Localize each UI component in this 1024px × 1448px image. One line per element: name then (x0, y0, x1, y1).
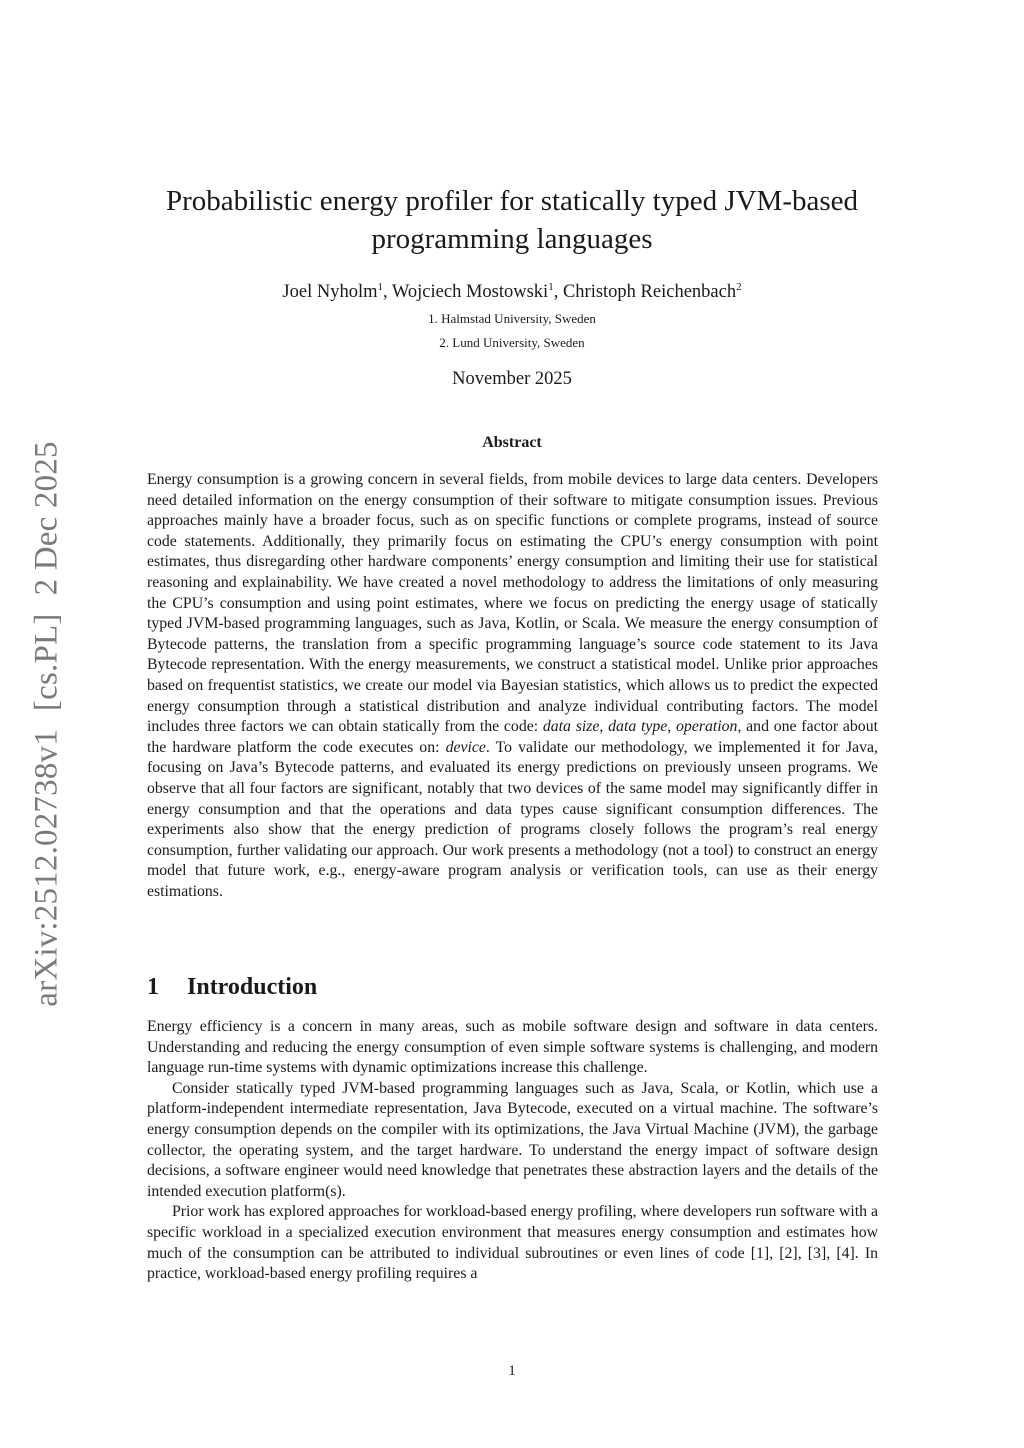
affiliation-1: 1. Halmstad University, Sweden (428, 311, 596, 326)
author-separator: , (553, 282, 563, 303)
factor-operation: operation (676, 718, 738, 736)
factor-data-type: data type (608, 718, 668, 736)
author-affiliation-mark: 1 (548, 281, 554, 293)
author-name: Christoph Reichenbach (562, 282, 737, 303)
abstract-separator: , (599, 718, 609, 736)
paper-title (140, 182, 884, 258)
affiliation-2: 2. Lund University, Sweden (439, 335, 585, 350)
abstract-text: Energy consumption is a growing concern in several fields, from mobile devices to large data centers. Developers need detailed information on the energy consumption of their software to mitigate consumption issues. Previous approaches mainly have a broader focus, such as on specific functions or complete programs, instead of source code statements. Additionally, they primarily focus on estimating the CPU’s energy consumption with point estimates, thus disregarding other hardware components’ energy consumption and limiting their use for statistical reasoning and explainability. We have created a novel methodology to address the limitations of only measuring the CPU’s consumption and using point estimates, where we focus on predicting the energy usage of statically typed JVM-based programming languages, such as Java, Kotlin, or Scala. We measure the energy consumption of Bytecode patterns, the translation from a specific programming language’s source code statement to its Java Bytecode representation. With the energy measurements, we construct a statistical model. Unlike prior approaches based on frequentist statistics, we create our model via Bayesian statistics, which allows us to predict the expected energy consumption through a statistical distribution and analyze individual contributing factors. The model includes three factors we can obtain statically from the code: (147, 471, 878, 736)
author-affiliation-mark: 1 (377, 281, 383, 293)
abstract-body (147, 470, 878, 902)
intro-paragraph: Consider statically typed JVM-based programming languages such as Java, Scala, or Kotlin, which use a platform-independent intermediate representation, Java Bytecode, executed on a virtual machine. The software’s energy consumption depends on the compiler with its optimizations, the Java Virtual Machine (JVM), the garbage collector, the operating system, and the target hardware. To understand the energy impact of software design decisions, a software engineer would need knowledge that penetrates these abstraction layers and the details of the intended execution platform(s). (147, 1079, 878, 1200)
section-number: 1 (147, 974, 159, 1000)
factor-device: device (445, 738, 486, 756)
author-affiliation-mark: 2 (736, 281, 742, 293)
arxiv-date: 2 Dec 2025 (28, 441, 65, 596)
author-name: Wojciech Mostowski (391, 282, 549, 303)
publication-date: November 2025 (452, 369, 572, 389)
abstract-heading: Abstract (482, 434, 542, 451)
author-list (140, 281, 884, 303)
intro-paragraph: Prior work has explored approaches for workload-based energy profiling, where developers run software with a specific workload in a specialized execution environment that measures energy consumption and estimates how much of the consumption can be attributed to individual subroutines or even lines of code [1], [2], [3], [4]. In practice, workload-based energy profiling requires a (147, 1203, 878, 1283)
abstract-text: , and one factor about the hardware platform the code executes on: (147, 718, 878, 756)
arxiv-category: [cs.PL] (28, 613, 65, 712)
author-separator: , (383, 282, 392, 303)
paper-title-line-1: Probabilistic energy profiler for statically typed JVM-based (165, 185, 859, 217)
introduction-body (147, 1017, 878, 1285)
section-title: Introduction (187, 974, 318, 1000)
arxiv-stamp (29, 441, 66, 1006)
paper-title-line-2: programming languages (371, 223, 653, 255)
factor-data-size: data size (542, 718, 600, 736)
abstract-text: . To validate our methodology, we implemented it for Java, focusing on Java’s Bytecode patterns, and evaluated its energy predictions on previously unseen programs. We observe that all four factors are significant, notably that two devices of the same model may significantly differ in energy consumption and that the operations and data types cause significant consumption differences. The experiments also show that the energy prediction of programs closely follows the program’s real energy consumption, further validating our approach. Our work presents a methodology (not a tool) to construct an energy model that future work, e.g., energy-aware program analysis or verification tools, can use as their energy estimations. (147, 738, 879, 900)
arxiv-id: arXiv:2512.02738v1 (28, 729, 65, 1007)
abstract-separator: , (667, 718, 677, 736)
page-number: 1 (508, 1363, 516, 1379)
author-name: Joel Nyholm (282, 282, 378, 303)
intro-paragraph: Energy efficiency is a concern in many areas, such as mobile software design and software in data centers. Understanding and reducing the energy consumption of even simple software systems is challenging, and modern language run-time systems with dynamic optimizations increase this challenge. (147, 1018, 878, 1077)
section-heading (147, 974, 317, 1001)
